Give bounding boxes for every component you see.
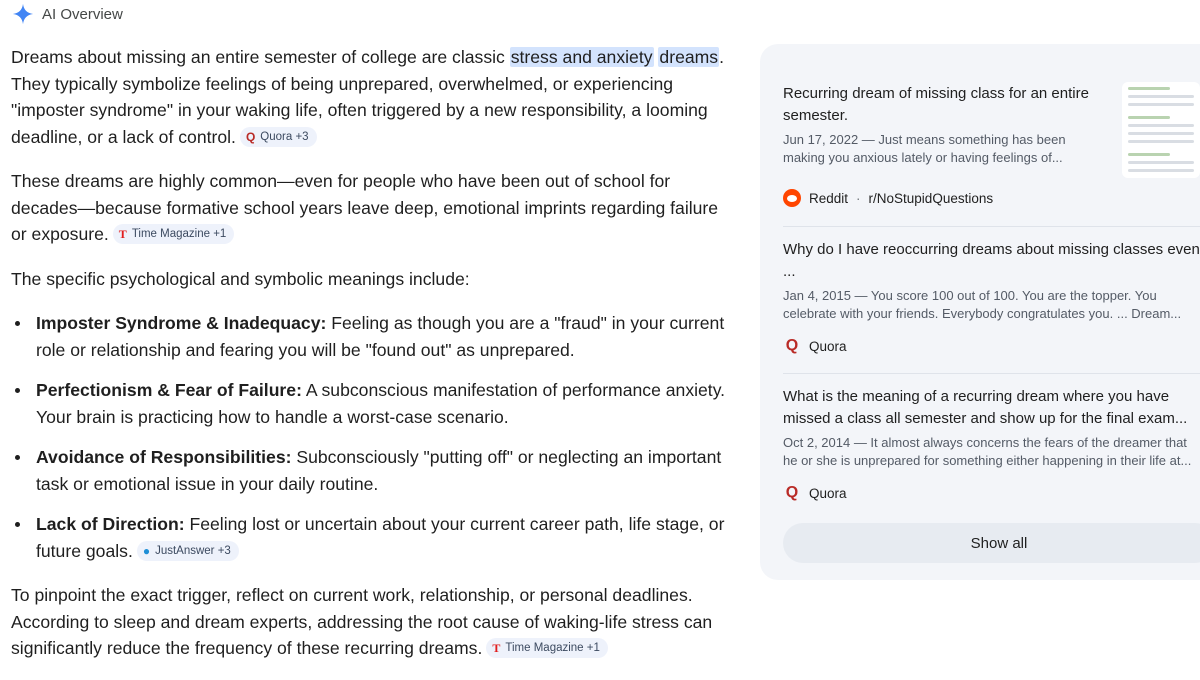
source-snippet: Oct 2, 2014 — It almost always concerns the fears of the dreamer that [783, 435, 1187, 450]
source-snippet-cont: making you anxious lately or having feelings of... [783, 150, 1063, 165]
bullet-text: A subconscious manifestation of performance anxiety. Your brain is practicing how to handle a worst-case scenario. [36, 380, 726, 427]
quora-icon: Q [245, 129, 256, 144]
bullet-title: Perfectionism & Fear of Failure: [36, 380, 302, 400]
paragraph-lead: The specific psychological and symbolic meanings include: [11, 268, 470, 289]
chip-label: JustAnswer +3 [155, 544, 231, 557]
bullet-text: Subconsciously "putting off" or neglecting an important task or emotional issue in your daily routine. [36, 447, 722, 494]
list-item [11, 377, 731, 430]
source-snippet-cont: celebrate with your friends. Everybody congratulates you. ... Dream... [783, 306, 1182, 321]
source-card-quora-1[interactable] [783, 239, 1200, 355]
quora-icon: Q [785, 337, 799, 354]
source-title[interactable]: Recurring dream of missing class for an entire semester. [783, 85, 1089, 124]
bullet-title: Avoidance of Responsibilities: [36, 447, 292, 467]
source-card-reddit[interactable] [783, 83, 1113, 207]
bullet-text: Feeling lost or uncertain about your current career path, life stage, or future goals. [36, 514, 725, 561]
source-thumbnail[interactable] [1122, 82, 1200, 178]
source-site: Quora [809, 338, 847, 354]
source-site: Reddit [809, 190, 849, 206]
citation-chip-time[interactable] [486, 638, 608, 658]
intro-text-cont: . They typically symbolize feelings of being unprepared, overwhelmed, or experiencing "imposter syndrome" in your waking life, often triggered by a new responsibility, a looming deadline, or a lack of control. [11, 47, 724, 147]
intro-text: Dreams about missing an entire semester of college are classic [11, 47, 510, 67]
chip-label: Time Magazine +1 [505, 642, 600, 654]
source-title[interactable]: What is the meaning of a recurring dream where you have missed a class all semester and show up for the final exam... [783, 388, 1188, 427]
list-item [11, 444, 731, 497]
source-attribution [783, 189, 1113, 207]
conclusion-text: To pinpoint the exact trigger, reflect on current work, relationship, or personal deadlines. According to sleep and dream experts, addressing the root cause of waking-life stress can significantly reduce the frequency of these recurring dreams. [11, 585, 713, 658]
show-all-button[interactable]: Show all [783, 523, 1200, 563]
bullet-text: Feeling as though you are a "fraud" in your current role or relationship and fearing you will be "found out" as unprepared. [36, 313, 725, 360]
source-path: r/NoStupidQuestions [868, 190, 994, 206]
quora-icon: Q [785, 484, 799, 501]
reddit-icon [783, 189, 801, 207]
source-snippet: Jan 4, 2015 — You score 100 out of 100. You are the topper. You [783, 288, 1157, 303]
divider [783, 373, 1200, 374]
paragraph-common [11, 168, 731, 248]
justanswer-icon: ● [142, 543, 151, 558]
highlight-phrase-cont[interactable]: dreams [659, 47, 719, 67]
ai-overview-title: AI Overview [42, 5, 123, 23]
bullet-title: Imposter Syndrome & Inadequacy: [36, 313, 327, 333]
bullet-dot [15, 522, 20, 527]
separator-dot: · [856, 190, 861, 206]
citation-chip-time[interactable] [113, 224, 235, 244]
bullet-dot [15, 321, 20, 326]
gemini-spark-icon [12, 3, 34, 25]
bullet-dot [15, 455, 20, 460]
common-text: These dreams are highly common—even for people who have been out of school for decades—because formative school years leave deep, emotional imprints regarding failure or exposure. [11, 171, 719, 244]
time-magazine-icon: T [492, 641, 501, 655]
chip-label: Time Magazine +1 [131, 228, 227, 240]
source-attribution [783, 484, 1200, 502]
source-title[interactable]: Why do I have reoccurring dreams about missing classes even ... [783, 241, 1200, 280]
source-card-quora-2[interactable] [783, 386, 1200, 502]
paragraph-conclusion [11, 582, 731, 662]
highlight-phrase[interactable]: stress and anxiety [510, 47, 653, 67]
citation-chip-quora[interactable] [240, 127, 317, 147]
source-snippet: Jun 17, 2022 — Just means something has been [783, 132, 1066, 147]
source-attribution [783, 337, 1200, 355]
citation-chip-justanswer[interactable] [137, 541, 239, 561]
divider [783, 226, 1200, 227]
source-snippet-cont: he or she is unprepared for something either happening in their life at... [783, 453, 1192, 468]
bullet-dot [15, 388, 20, 393]
ai-overview-header [12, 2, 123, 26]
list-item [11, 310, 731, 363]
time-magazine-icon: T [118, 227, 127, 241]
list-item [11, 511, 731, 564]
overview-body [11, 44, 731, 680]
source-site: Quora [809, 485, 847, 501]
chip-label: Quora +3 [260, 130, 309, 143]
bullet-title: Lack of Direction: [36, 514, 185, 534]
meanings-list [11, 310, 731, 564]
paragraph-intro [11, 44, 731, 150]
